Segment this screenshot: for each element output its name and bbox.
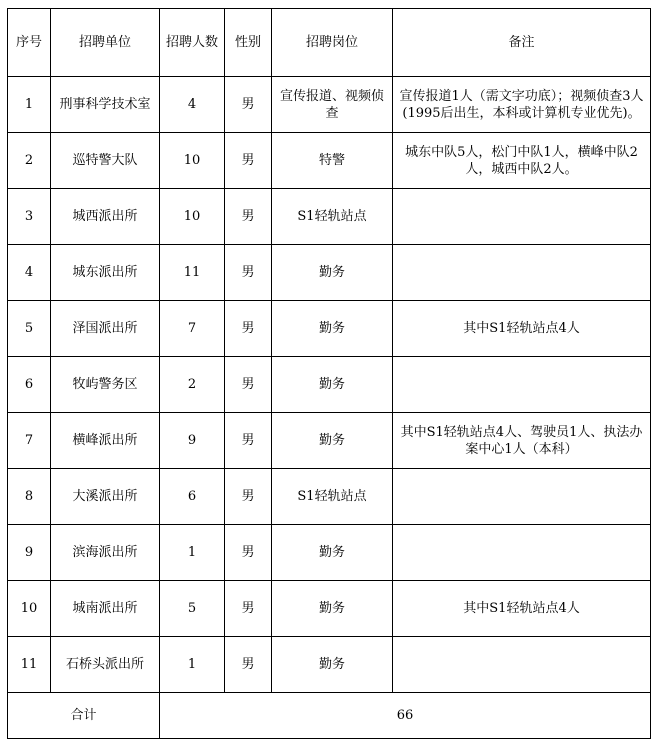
cell-note: 其中S1轻轨站点4人 <box>393 301 651 357</box>
cell-post: 勤务 <box>272 357 393 413</box>
cell-index: 7 <box>8 413 51 469</box>
cell-count: 1 <box>160 637 225 693</box>
cell-note <box>393 189 651 245</box>
table-row <box>8 469 651 525</box>
cell-note <box>393 469 651 525</box>
cell-count: 2 <box>160 357 225 413</box>
table-row <box>8 413 651 469</box>
table-row <box>8 637 651 693</box>
cell-post: 勤务 <box>272 637 393 693</box>
cell-count: 7 <box>160 301 225 357</box>
cell-post: 勤务 <box>272 525 393 581</box>
total-label: 合计 <box>8 693 160 739</box>
cell-post: 勤务 <box>272 413 393 469</box>
cell-index: 3 <box>8 189 51 245</box>
cell-gender: 男 <box>225 301 272 357</box>
header-post: 招聘岗位 <box>272 9 393 77</box>
cell-unit: 牧屿警务区 <box>51 357 160 413</box>
cell-gender: 男 <box>225 133 272 189</box>
table-row <box>8 357 651 413</box>
cell-unit: 城东派出所 <box>51 245 160 301</box>
total-value: 66 <box>160 693 651 739</box>
table-row <box>8 581 651 637</box>
cell-index: 5 <box>8 301 51 357</box>
cell-gender: 男 <box>225 357 272 413</box>
cell-unit: 石桥头派出所 <box>51 637 160 693</box>
cell-count: 5 <box>160 581 225 637</box>
cell-gender: 男 <box>225 189 272 245</box>
header-gender: 性别 <box>225 9 272 77</box>
cell-gender: 男 <box>225 413 272 469</box>
total-row <box>8 693 651 739</box>
cell-index: 10 <box>8 581 51 637</box>
cell-note: 宣传报道1人（需文字功底）；视频侦查3人(1995后出生，本科或计算机专业优先)。 <box>393 77 651 133</box>
cell-note <box>393 245 651 301</box>
cell-note: 城东中队5人，松门中队1人，横峰中队2人，城西中队2人。 <box>393 133 651 189</box>
cell-post: S1轻轨站点 <box>272 189 393 245</box>
cell-unit: 城西派出所 <box>51 189 160 245</box>
cell-count: 9 <box>160 413 225 469</box>
cell-gender: 男 <box>225 581 272 637</box>
table-row <box>8 189 651 245</box>
cell-unit: 大溪派出所 <box>51 469 160 525</box>
cell-unit: 刑事科学技术室 <box>51 77 160 133</box>
cell-count: 10 <box>160 133 225 189</box>
cell-note: 其中S1轻轨站点4人 <box>393 581 651 637</box>
table-row <box>8 77 651 133</box>
table-row <box>8 245 651 301</box>
cell-index: 4 <box>8 245 51 301</box>
cell-post: 勤务 <box>272 245 393 301</box>
cell-index: 2 <box>8 133 51 189</box>
table-row <box>8 301 651 357</box>
cell-gender: 男 <box>225 469 272 525</box>
cell-count: 11 <box>160 245 225 301</box>
cell-count: 6 <box>160 469 225 525</box>
cell-count: 10 <box>160 189 225 245</box>
cell-index: 9 <box>8 525 51 581</box>
cell-gender: 男 <box>225 245 272 301</box>
cell-note <box>393 637 651 693</box>
cell-count: 4 <box>160 77 225 133</box>
cell-note: 其中S1轻轨站点4人、驾驶员1人、执法办案中心1人（本科） <box>393 413 651 469</box>
cell-count: 1 <box>160 525 225 581</box>
table-header-row <box>8 9 651 77</box>
cell-index: 11 <box>8 637 51 693</box>
cell-index: 1 <box>8 77 51 133</box>
header-unit: 招聘单位 <box>51 9 160 77</box>
cell-index: 6 <box>8 357 51 413</box>
cell-note <box>393 357 651 413</box>
cell-index: 8 <box>8 469 51 525</box>
table-row <box>8 525 651 581</box>
recruitment-table <box>7 8 651 739</box>
cell-post: 特警 <box>272 133 393 189</box>
cell-unit: 泽国派出所 <box>51 301 160 357</box>
header-count: 招聘人数 <box>160 9 225 77</box>
cell-gender: 男 <box>225 77 272 133</box>
cell-post: 勤务 <box>272 301 393 357</box>
cell-unit: 滨海派出所 <box>51 525 160 581</box>
cell-post: 宣传报道、视频侦查 <box>272 77 393 133</box>
cell-post: S1轻轨站点 <box>272 469 393 525</box>
header-note: 备注 <box>393 9 651 77</box>
cell-gender: 男 <box>225 637 272 693</box>
cell-unit: 巡特警大队 <box>51 133 160 189</box>
header-index: 序号 <box>8 9 51 77</box>
cell-unit: 横峰派出所 <box>51 413 160 469</box>
cell-unit: 城南派出所 <box>51 581 160 637</box>
table-row <box>8 133 651 189</box>
cell-gender: 男 <box>225 525 272 581</box>
cell-post: 勤务 <box>272 581 393 637</box>
cell-note <box>393 525 651 581</box>
